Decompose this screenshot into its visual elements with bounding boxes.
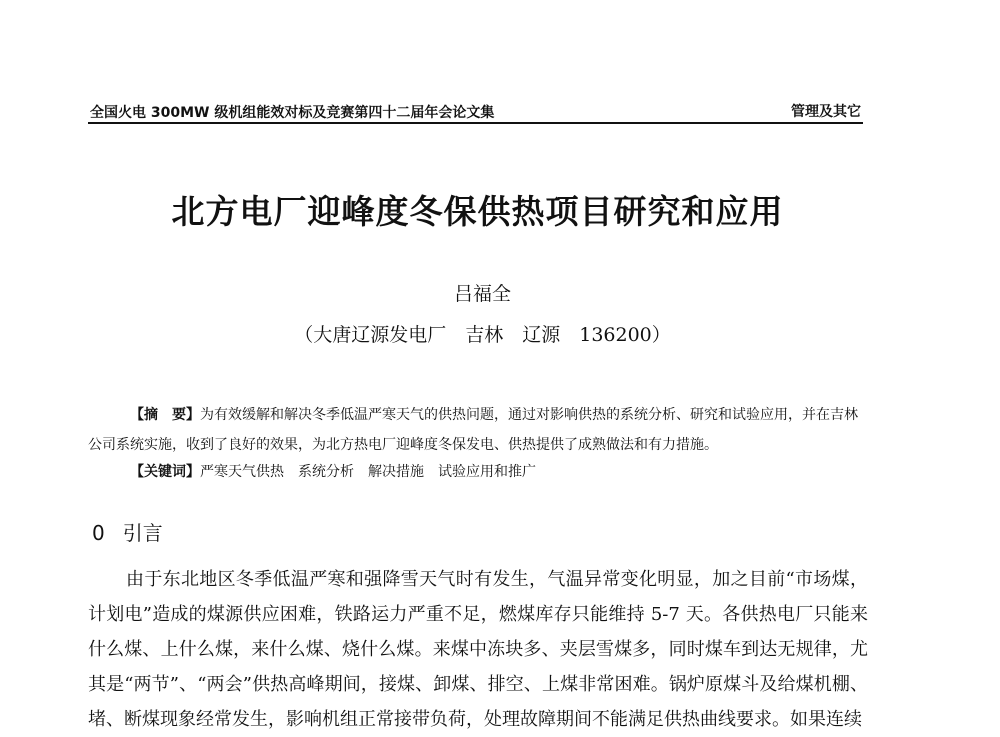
abstract-text: 为有效缓解和解决冬季低温严寒天气的供热问题，通过对影响供热的系统分析、研究和试验应用，并在吉林公司系统实施，收到了良好的效果，为北方热电厂迎峰度冬保发电、供热提供了成熟做法和有力措施。 [88,407,858,453]
author-affiliation: （大唐辽源发电厂 吉林 辽源 136200） [294,324,671,346]
section-heading [92,517,163,546]
header-section-name: 管理及其它 [791,104,861,120]
abstract-paragraph [88,400,868,460]
keywords-text: 严寒天气供热 系统分析 解决措施 试验应用和推广 [200,464,536,480]
paper-title: 北方电厂迎峰度冬保供热项目研究和应用 [171,192,784,231]
abstract-label: 【摘 要】 [130,407,200,423]
body-paragraph: 由于东北地区冬季低温严寒和强降雪天气时有发生，气温异常变化明显，加之目前“市场煤，计划电”造成的煤源供应困难，铁路运力严重不足，燃煤库存只能维持 5-7 天。各供热电厂只能来什么煤、上什么煤，来什么煤、烧什么煤。来煤中冻块多、夹层雪煤多，同时煤车到达无规律，尤其是“两节”、“两会”供热高峰期间，接煤、卸煤、排空、上煤非常困难。锅炉原煤斗及给煤机棚、堵、断煤现象经常发生，影响机组正常接带负荷，处理故障期间不能满足供热曲线要求。如果连续 [88,569,868,730]
running-header [88,100,863,124]
header-journal-title: 全国火电 300MW 级机组能效对标及竞赛第四十二届年会论文集 [90,105,495,121]
keywords-line [88,461,868,481]
section-number: 0 [92,521,105,545]
keywords-label: 【关键词】 [130,464,200,480]
author-name: 吕福全 [453,283,511,305]
section-title: 引言 [122,521,163,545]
